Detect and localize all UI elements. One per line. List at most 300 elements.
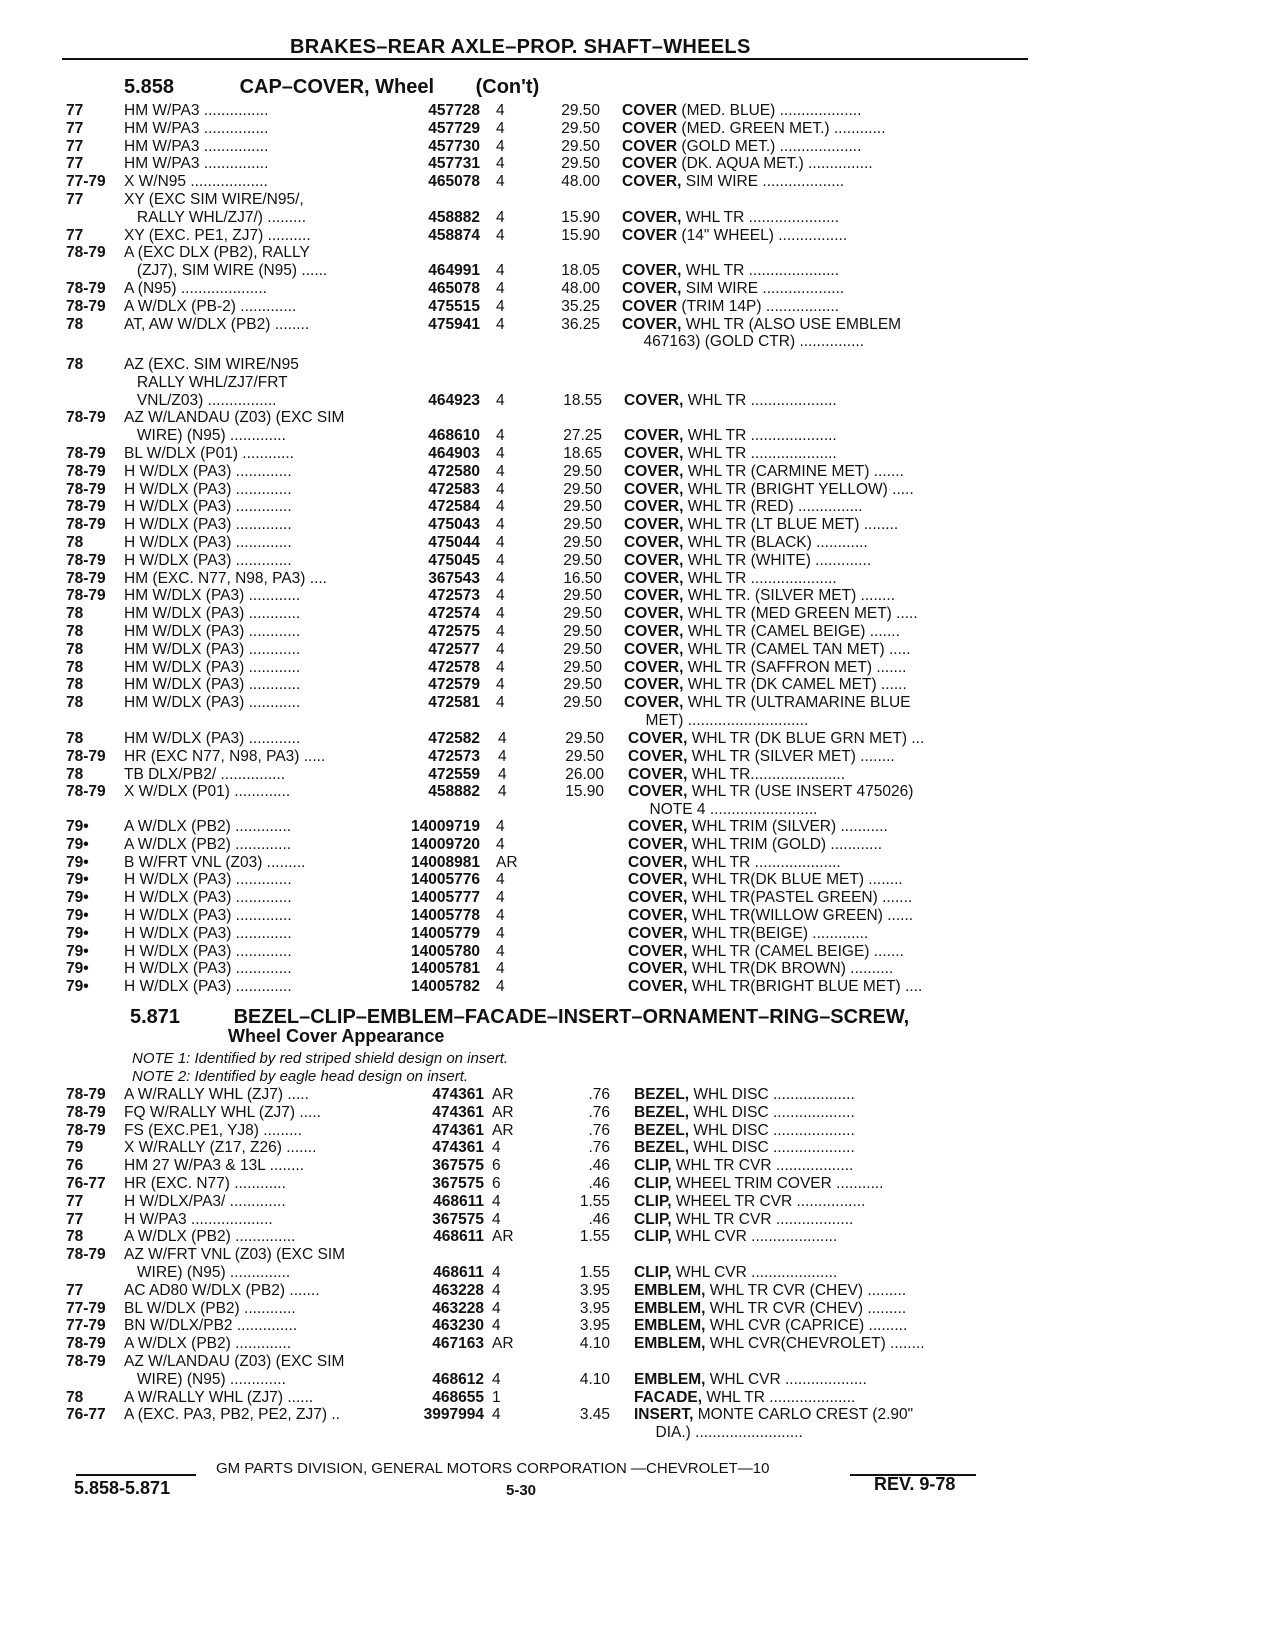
quantity: 4 (496, 445, 505, 462)
part-name (634, 1406, 913, 1424)
quantity: 4 (496, 173, 505, 191)
table-row (0, 1282, 1280, 1300)
application-description: H W/DLX (PA3) ............. (124, 480, 292, 498)
part-name-detail: (MED. BLUE) ................... (677, 102, 862, 119)
table-row (0, 943, 1280, 961)
quantity: AR (492, 1335, 514, 1353)
part-name-keyword: EMBLEM, (634, 1281, 706, 1299)
part-number: 367575 (432, 1210, 484, 1228)
part-name-keyword: COVER, (624, 623, 684, 640)
table-row (0, 659, 1280, 677)
part-name-detail: WHL TR (CAMEL TAN MET) ..... (683, 640, 911, 658)
part-name-detail: WHL TR ..................... (681, 208, 840, 226)
part-name-keyword: COVER (622, 137, 678, 155)
part-name (634, 1157, 853, 1175)
part-name-detail: 467163) (GOLD CTR) ............... (622, 333, 865, 351)
part-name-keyword: COVER, (624, 551, 684, 569)
application-description: A W/RALLY WHL (ZJ7) ...... (124, 1388, 314, 1406)
application-description: RALLY WHL/ZJ7/) ......... (124, 208, 307, 226)
price: 29.50 (563, 605, 602, 623)
part-name (628, 748, 895, 766)
part-name-detail: WHL TR (BLACK) ............ (683, 534, 868, 551)
part-name-detail: WHEEL TR CVR ................ (671, 1192, 866, 1210)
price: 1.55 (579, 1228, 610, 1246)
table-row (0, 623, 1280, 641)
quantity: 4 (496, 534, 505, 551)
table-row (0, 801, 1280, 819)
application-description: H W/DLX (PA3) ............. (124, 534, 292, 551)
quantity: 4 (496, 978, 505, 996)
model-year: 78 (66, 623, 84, 640)
table-row (0, 1104, 1280, 1122)
price: 36.25 (561, 315, 600, 333)
part-name (628, 766, 845, 784)
application-description: HM W/DLX (PA3) ............ (124, 605, 301, 623)
part-name-detail: WHL TR (MED GREEN MET) ..... (683, 605, 918, 623)
table-row (0, 1317, 1280, 1335)
application-description: X W/DLX (P01) ............. (124, 783, 291, 801)
part-name-detail: WHL TR .................... (683, 427, 837, 445)
application-description: H W/DLX (PA3) ............. (124, 978, 292, 996)
table-row (0, 333, 1280, 351)
table-row (0, 316, 1280, 334)
application-description: BL W/DLX (P01) ............ (124, 445, 294, 462)
section-title: CAP–COVER, Wheel (239, 76, 435, 98)
application-description: HM W/DLX (PA3) ............ (124, 694, 301, 712)
part-name-keyword: COVER, (622, 262, 682, 280)
part-name-keyword: COVER, (624, 676, 684, 694)
model-year: 77 (66, 1192, 84, 1210)
price: .46 (588, 1157, 610, 1175)
application-description: H W/PA3 ................... (124, 1210, 273, 1228)
application-description: RALLY WHL/ZJ7/FRT (124, 373, 288, 391)
part-name-keyword: COVER, (624, 498, 684, 516)
price: 29.50 (563, 498, 602, 516)
table-row (0, 1406, 1280, 1424)
part-name-detail: WHL DISC ................... (689, 1103, 855, 1121)
table-row (0, 783, 1280, 801)
part-number: 14005778 (411, 907, 480, 924)
quantity: 4 (496, 462, 505, 480)
model-year: 78-79 (66, 747, 106, 765)
table-row (0, 1424, 1280, 1442)
quantity: 4 (496, 119, 505, 137)
table-row (0, 1175, 1280, 1193)
part-name-detail: WHL TR. (SILVER MET) ........ (683, 587, 896, 605)
part-name-detail: WHL TRIM (SILVER) ........... (687, 818, 888, 835)
application-description: XY (EXC SIM WIRE/N95/, (124, 191, 304, 208)
price: 4.10 (579, 1335, 610, 1353)
part-name-detail: WHL TR (WHITE) ............. (683, 551, 872, 569)
quantity: 4 (496, 640, 505, 658)
model-year: 79• (66, 871, 89, 889)
part-number: 472579 (428, 676, 480, 694)
table-row (0, 481, 1280, 499)
part-number: 14005782 (411, 978, 480, 996)
model-year: 79• (66, 853, 89, 871)
part-number: 475941 (428, 315, 480, 333)
table-row (0, 925, 1280, 943)
quantity: 4 (492, 1317, 501, 1335)
model-year: 78-79 (66, 1103, 106, 1121)
table-row (0, 227, 1280, 245)
table-row (0, 1139, 1280, 1157)
part-number: 457731 (428, 155, 480, 173)
model-year: 78 (66, 640, 84, 658)
table-row (0, 392, 1280, 410)
part-number: 467163 (432, 1335, 484, 1353)
part-number: 464991 (428, 262, 480, 280)
part-number: 472573 (428, 747, 480, 765)
part-name-keyword: COVER, (628, 907, 688, 924)
part-name-detail: WHL CVR(CHEVROLET) ........ (705, 1335, 925, 1353)
part-name (628, 836, 882, 854)
application-description: X W/RALLY (Z17, Z26) ....... (124, 1139, 317, 1157)
model-year: 78 (66, 315, 84, 333)
part-number: 472574 (428, 605, 480, 623)
table-row (0, 1193, 1280, 1211)
table-row (0, 766, 1280, 784)
price: 3.95 (579, 1317, 610, 1335)
quantity: 4 (496, 569, 505, 587)
part-number: 468611 (433, 1264, 484, 1281)
model-year: 79• (66, 835, 89, 853)
model-year: 77 (66, 137, 84, 155)
application-description: BL W/DLX (PB2) ............ (124, 1299, 296, 1317)
model-year: 78 (66, 658, 84, 676)
part-name-detail: WHL TR (CAMEL BEIGE) ....... (687, 942, 904, 960)
quantity: 4 (496, 623, 505, 640)
model-year: 78-79 (66, 516, 106, 534)
part-name (624, 481, 914, 499)
application-description: H W/DLX (PA3) ............. (124, 942, 292, 960)
part-number: 463228 (432, 1299, 484, 1317)
model-year: 78-79 (66, 551, 106, 569)
price: 4.10 (579, 1370, 610, 1388)
table-row (0, 552, 1280, 570)
price: 29.50 (563, 640, 602, 658)
model-year: 77 (66, 1210, 84, 1228)
application-description: VNL/Z03) ................ (124, 391, 277, 409)
part-name-detail: WHL TR CVR .................. (671, 1210, 854, 1228)
part-name-detail: WHL TR (ULTRAMARINE BLUE (683, 694, 911, 712)
model-year: 78-79 (66, 480, 106, 498)
part-name-keyword: COVER, (624, 534, 684, 551)
part-name (624, 392, 837, 410)
part-name (628, 783, 913, 801)
part-name-detail: WHL TR (BRIGHT YELLOW) ..... (683, 480, 914, 498)
application-description: HM W/DLX (PA3) ............ (124, 640, 301, 658)
table-row (0, 676, 1280, 694)
part-name-detail: WHL TRIM (GOLD) ............ (687, 835, 883, 853)
part-name (622, 173, 844, 191)
part-number: 464923 (428, 391, 480, 409)
table-row (0, 374, 1280, 392)
part-number: 472559 (428, 765, 480, 783)
part-name (634, 1193, 865, 1211)
part-name (634, 1122, 855, 1140)
application-description: WIRE) (N95) ............. (124, 427, 286, 445)
model-year: 78-79 (66, 280, 106, 297)
part-name (622, 280, 844, 298)
part-name-detail: WHL DISC ................... (689, 1121, 855, 1139)
model-year: 77-79 (66, 1299, 106, 1317)
application-description: HM (EXC. N77, N98, PA3) .... (124, 569, 327, 587)
model-year: 77 (66, 155, 84, 173)
price: 29.50 (563, 658, 602, 676)
part-name-keyword: EMBLEM, (634, 1370, 706, 1388)
price: .76 (588, 1086, 610, 1103)
part-name-detail: WHL TR(BEIGE) ............. (687, 924, 869, 942)
part-number: 468611 (433, 1192, 484, 1210)
part-name (634, 1086, 855, 1104)
section-title: BEZEL–CLIP–EMBLEM–FACADE–INSERT–ORNAMENT–RING–SCREW, (233, 1006, 910, 1028)
part-name-keyword: COVER, (628, 853, 688, 871)
table-row (0, 605, 1280, 623)
price: 3.95 (579, 1299, 610, 1317)
part-name-detail: WHL TR .................... (683, 445, 837, 462)
price: 15.90 (561, 208, 600, 226)
part-name (624, 498, 863, 516)
model-year: 78-79 (66, 462, 106, 480)
section-number: 5.871 (130, 1006, 181, 1028)
part-name (634, 1335, 925, 1353)
quantity: 4 (496, 226, 505, 244)
part-name (624, 712, 808, 730)
part-number: 14005776 (411, 871, 480, 889)
table-row (0, 516, 1280, 534)
quantity: 4 (492, 1264, 501, 1281)
price: 29.50 (565, 747, 604, 765)
part-name-keyword: BEZEL, (634, 1086, 690, 1103)
application-description: AZ (EXC. SIM WIRE/N95 (124, 356, 299, 373)
part-name (634, 1371, 867, 1389)
table-row (0, 1264, 1280, 1282)
part-name (624, 534, 868, 552)
part-name-keyword: FACADE, (634, 1388, 703, 1406)
part-number: 472578 (428, 658, 480, 676)
price: 1.55 (579, 1192, 610, 1210)
part-number: 458882 (428, 208, 480, 226)
part-name (622, 209, 839, 227)
table-row (0, 730, 1280, 748)
part-name-detail: (14" WHEEL) ................ (677, 226, 848, 244)
part-name-detail: WHL TR(BRIGHT BLUE MET) .... (687, 978, 923, 996)
part-name (624, 445, 837, 463)
quantity: 4 (496, 280, 505, 297)
quantity: 4 (496, 587, 505, 605)
quantity: 4 (496, 924, 505, 942)
quantity: 4 (498, 747, 507, 765)
model-year: 79• (66, 818, 89, 835)
part-name-keyword: COVER, (624, 658, 684, 676)
part-name-keyword: COVER, (628, 871, 688, 889)
part-name-detail: WHL TR (CAMEL BEIGE) ....... (683, 623, 900, 640)
part-name (634, 1228, 837, 1246)
part-name-keyword: EMBLEM, (634, 1317, 706, 1335)
quantity: 4 (492, 1299, 501, 1317)
quantity: 4 (496, 676, 505, 694)
quantity: 4 (496, 155, 505, 173)
table-row (0, 570, 1280, 588)
part-name-detail: WHL TR(PASTEL GREEN) ....... (687, 889, 913, 907)
part-name (622, 102, 861, 120)
part-number: 14008981 (411, 853, 480, 871)
part-number: 474361 (432, 1121, 484, 1139)
table-row (0, 978, 1280, 996)
application-description: H W/DLX/PA3/ ............. (124, 1192, 286, 1210)
table-row (0, 498, 1280, 516)
price: 1.55 (579, 1264, 610, 1281)
price: 27.25 (563, 427, 602, 445)
part-name-detail: SIM WIRE ................... (681, 173, 845, 191)
part-number: 458874 (428, 226, 480, 244)
price: .46 (588, 1210, 610, 1228)
part-number: 464903 (428, 445, 480, 462)
model-year: 78 (66, 694, 84, 712)
quantity: 4 (496, 942, 505, 960)
model-year: 77-79 (66, 1317, 106, 1335)
table-row (0, 244, 1280, 262)
quantity: 4 (496, 315, 505, 333)
quantity: 4 (492, 1192, 501, 1210)
model-year: 78-79 (66, 498, 106, 516)
page-header: BRAKES–REAR AXLE–PROP. SHAFT–WHEELS (290, 36, 751, 58)
table-row (0, 298, 1280, 316)
part-number: 474361 (432, 1086, 484, 1103)
table-row (0, 138, 1280, 156)
price: 15.90 (565, 783, 604, 801)
part-name-keyword: COVER, (624, 462, 684, 480)
model-year: 79• (66, 960, 89, 978)
application-description: B W/FRT VNL (Z03) ......... (124, 853, 306, 871)
part-name (624, 552, 871, 570)
section-heading-5858 (124, 76, 539, 99)
part-number: 474361 (432, 1139, 484, 1157)
part-name-keyword: COVER, (628, 978, 688, 996)
part-name-detail: WHL TR (USE INSERT 475026) (687, 783, 914, 801)
quantity: 4 (496, 889, 505, 907)
part-name (634, 1139, 855, 1157)
model-year: 78-79 (66, 1335, 106, 1353)
price: 29.50 (563, 694, 602, 712)
price: 29.50 (561, 102, 600, 119)
quantity: 4 (496, 137, 505, 155)
table-row (0, 155, 1280, 173)
part-name-keyword: COVER, (624, 694, 684, 712)
application-description: XY (EXC. PE1, ZJ7) .......... (124, 226, 311, 244)
application-description: TB DLX/PB2/ ............... (124, 765, 286, 783)
quantity: 4 (498, 765, 507, 783)
price: .46 (588, 1175, 610, 1192)
price: 29.50 (563, 534, 602, 551)
table-row (0, 280, 1280, 298)
application-description: WIRE) (N95) .............. (124, 1264, 291, 1281)
quantity: 4 (492, 1406, 501, 1424)
application-description: A W/DLX (PB2) ............. (124, 818, 292, 835)
footer-publisher: GM PARTS DIVISION, GENERAL MOTORS CORPORATION —CHEVROLET—10 (216, 1460, 770, 1477)
part-name-detail: MONTE CARLO CREST (2.90" (693, 1406, 914, 1424)
price: 3.95 (579, 1281, 610, 1299)
model-year: 77 (66, 1281, 84, 1299)
model-year: 77 (66, 191, 84, 208)
application-description: A (N95) .................... (124, 280, 267, 297)
part-name-keyword: COVER, (622, 315, 682, 333)
part-name-detail: (MED. GREEN MET.) ............ (677, 119, 886, 137)
price: 18.65 (563, 445, 602, 462)
part-name-detail: WHL TR(WILLOW GREEN) ...... (687, 907, 914, 924)
model-year: 78-79 (66, 783, 106, 801)
price: 15.90 (561, 226, 600, 244)
part-name-keyword: COVER, (624, 445, 684, 462)
table-row (0, 694, 1280, 712)
model-year: 78-79 (66, 1121, 106, 1139)
table-row (0, 960, 1280, 978)
part-name-keyword: CLIP, (634, 1192, 672, 1210)
application-description: A W/DLX (PB2) ............. (124, 1335, 292, 1353)
quantity: AR (492, 1086, 514, 1103)
table-row (0, 1122, 1280, 1140)
part-name-detail: WHL TR (CARMINE MET) ....... (683, 462, 904, 480)
table-row (0, 1157, 1280, 1175)
application-description: HM W/DLX (PA3) ............ (124, 658, 301, 676)
price: 29.50 (563, 623, 602, 640)
part-name (622, 262, 839, 280)
section-suffix: (Con't) (475, 76, 540, 98)
part-name (624, 694, 911, 712)
part-name-keyword: EMBLEM, (634, 1335, 706, 1353)
part-name-keyword: COVER, (628, 942, 688, 960)
part-name (624, 570, 837, 588)
application-description: A (EXC. PA3, PB2, PE2, ZJ7) .. (124, 1406, 340, 1424)
part-name-keyword: COVER, (628, 765, 688, 783)
part-name (624, 463, 904, 481)
quantity: 4 (496, 605, 505, 623)
part-name-keyword: COVER, (628, 783, 688, 801)
part-number: 468655 (432, 1388, 484, 1406)
part-name-detail: WHEEL TRIM COVER ........... (671, 1175, 884, 1192)
part-number: 14005780 (411, 942, 480, 960)
application-description: AZ W/FRT VNL (Z03) (EXC SIM (124, 1246, 346, 1264)
part-number: 463228 (432, 1281, 484, 1299)
footer-page-number: 5-30 (506, 1482, 537, 1499)
part-name-keyword: COVER, (628, 889, 688, 907)
model-year: 79• (66, 907, 89, 924)
table-row (0, 427, 1280, 445)
application-description: X W/N95 .................. (124, 173, 268, 191)
part-name-keyword: EMBLEM, (634, 1299, 706, 1317)
part-name (628, 854, 841, 872)
table-row (0, 209, 1280, 227)
part-name-detail: WHL TR .................... (702, 1388, 856, 1406)
application-description: A W/DLX (PB2) ............. (124, 835, 292, 853)
part-name-detail: MET) ............................ (624, 712, 809, 729)
table-row (0, 818, 1280, 836)
model-year: 78-79 (66, 587, 106, 605)
application-description: HM 27 W/PA3 & 13L ........ (124, 1157, 305, 1175)
part-name (628, 801, 817, 819)
price: .76 (588, 1121, 610, 1139)
part-number: 472575 (428, 623, 480, 640)
part-name-detail: WHL TR CVR (CHEV) ......... (705, 1281, 907, 1299)
price: 48.00 (561, 280, 600, 297)
quantity: 4 (496, 818, 505, 835)
price: 29.50 (563, 587, 602, 605)
part-name-keyword: CLIP, (634, 1175, 672, 1192)
part-number: 472582 (428, 730, 480, 747)
model-year: 77 (66, 119, 84, 137)
price: 48.00 (561, 173, 600, 191)
